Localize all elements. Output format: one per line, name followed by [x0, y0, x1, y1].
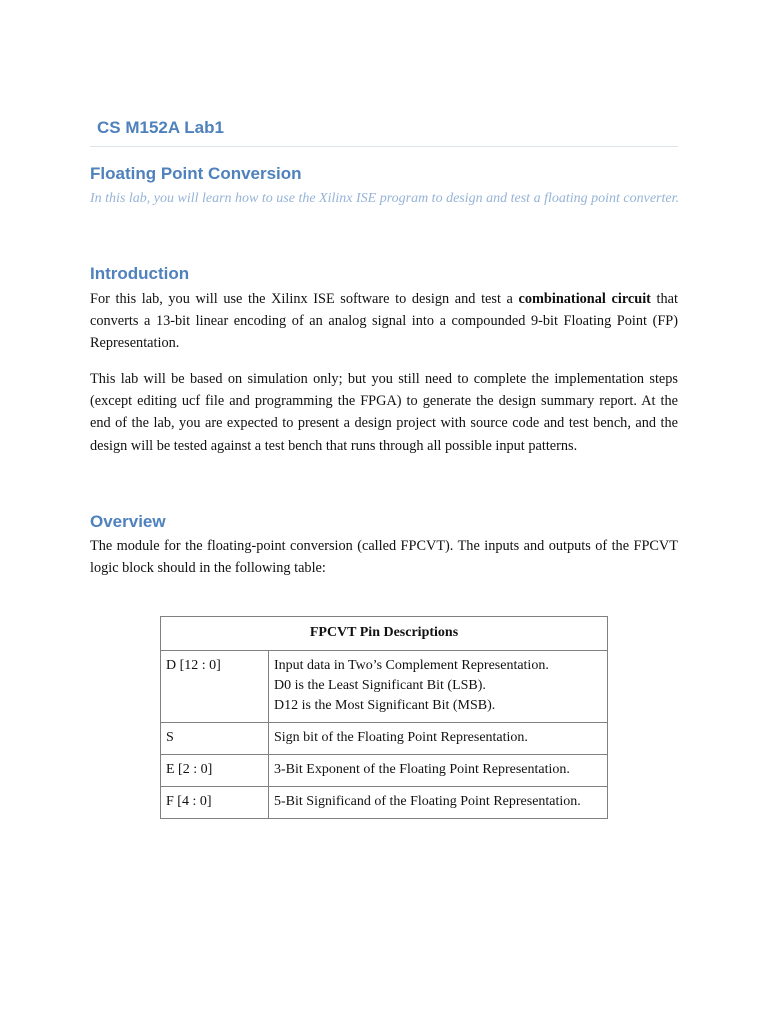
description-line: D0 is the Least Significant Bit (LSB).	[274, 678, 486, 693]
section-heading-introduction: Introduction	[90, 264, 190, 283]
table-row	[161, 755, 608, 787]
document-title: CS M152A Lab1	[97, 118, 224, 137]
pin-description-cell	[269, 651, 608, 723]
table-header-row	[161, 617, 608, 651]
section-heading-overview: Overview	[90, 512, 166, 531]
section-heading-floating-point-conversion: Floating Point Conversion	[90, 164, 302, 183]
introduction-paragraph-1	[90, 288, 678, 355]
pin-description-table	[160, 616, 608, 819]
description-line: 3-Bit Exponent of the Floating Point Representation.	[274, 762, 570, 777]
intro-p1-text-start: For this lab, you will use the Xilinx ISE software to design and test a	[90, 291, 519, 307]
overview-paragraph-1: The module for the floating-point conversion (called FPCVT). The inputs and outputs of the FPCVT logic block should in the following table:	[90, 538, 678, 577]
pin-description-cell	[269, 755, 608, 787]
table-row	[161, 787, 608, 819]
table-row	[161, 651, 608, 723]
table-row	[161, 723, 608, 755]
pin-description-cell	[269, 723, 608, 755]
pin-name-cell: F [4 : 0]	[161, 787, 269, 819]
pin-name-cell: S	[161, 723, 269, 755]
table-header: FPCVT Pin Descriptions	[161, 617, 608, 651]
pin-description-cell	[269, 787, 608, 819]
intro-p1-bold-term: combinational circuit	[518, 291, 651, 307]
description-line: 5-Bit Significand of the Floating Point Representation.	[274, 794, 581, 809]
description-line: D12 is the Most Significant Bit (MSB).	[274, 698, 496, 713]
pin-name-cell: E [2 : 0]	[161, 755, 269, 787]
description-line: Sign bit of the Floating Point Representation.	[274, 730, 528, 745]
introduction-paragraph-2: This lab will be based on simulation only; but you still need to complete the implementation steps (except editing ucf file and programming the FPGA) to generate the design summary report. At the end of the lab, you are expected to present a design project with source code and test bench, and the design will be tested against a test bench that runs through all possible input patterns.	[90, 371, 678, 454]
pin-name-cell: D [12 : 0]	[161, 651, 269, 723]
title-divider	[90, 146, 678, 147]
intro-p1-text-end: that converts a 13-bit linear encoding of an analog signal into a compounded 9-bit Floating Point (FP) Representation.	[90, 291, 678, 352]
description-line: Input data in Two’s Complement Representation.	[274, 658, 549, 673]
section-subtitle: In this lab, you will learn how to use the Xilinx ISE program to design and test a floating point converter.	[90, 191, 679, 206]
